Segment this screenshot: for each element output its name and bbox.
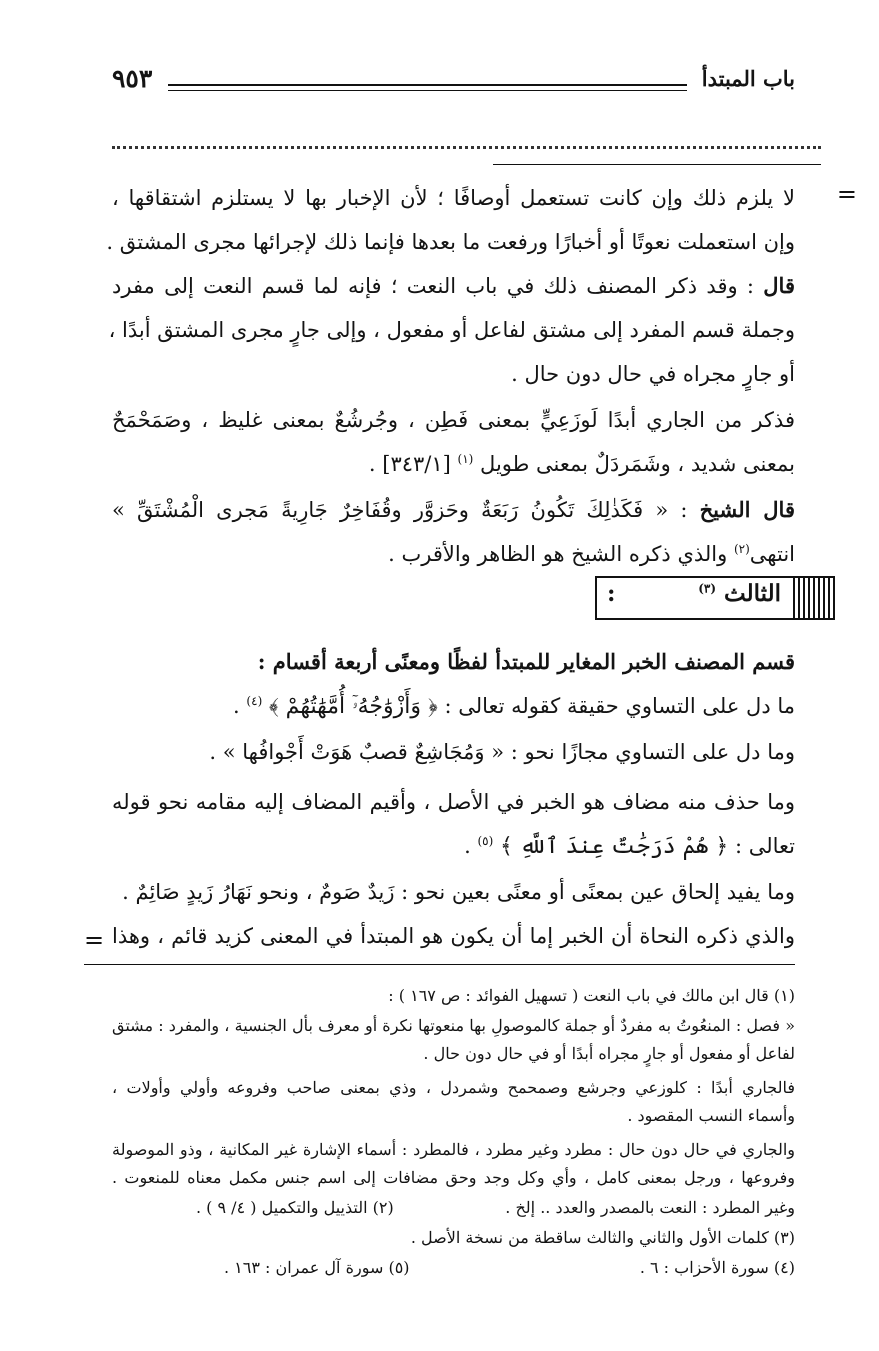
footnote-line: وفروعها ، ورجل بمعنى كامل ، وأي وكل وجد وحق مضافات إلى اسم جنس مكمل معناه للمنعوت .	[112, 1168, 795, 1187]
fadhakar-text: بمعنى شديد ، وشَمَردَلٌ بمعنى طويل	[480, 452, 795, 476]
footnote-line: لفاعل أو مفعول أو جارٍ مجراه أبدًا أو في حال دون حال .	[423, 1044, 795, 1063]
footnote-2: (٢) التذييل والتكميل ( ٤/ ٩ ) .	[196, 1198, 394, 1217]
footnote-4: (٤) سورة الأحزاب : ٦ .	[639, 1258, 795, 1277]
item1-text: ما دل على التساوي حقيقة كقوله تعالى :	[444, 694, 795, 718]
body-line	[112, 488, 795, 532]
footnote-ref-2[interactable]: (٢)	[733, 542, 750, 556]
footnote-1-head: (١) قال ابن مالك في باب النعت ( تسهيل الفوائد : ص ١٦٧ ) :	[388, 986, 795, 1005]
intaha-word: انتهى	[749, 542, 795, 566]
section-ornament	[793, 578, 833, 618]
page-number: ٩٥٣	[112, 64, 153, 93]
quran-verse-2: ﴿ هُمْ دَرَجَٰتٌ عِندَ ٱللَّهِ ﴾	[499, 834, 729, 859]
body-bottom-rule	[84, 964, 795, 965]
body-line	[112, 264, 795, 308]
body-line: وإن استعملت نعوتًا أو أخبارًا ورفعت ما بعدها فإنما ذلك لإجرائها مجرى المشتق .	[106, 230, 795, 254]
top-partial-rule	[493, 164, 821, 165]
period: .	[233, 694, 240, 718]
header-rule-thin	[168, 90, 687, 91]
footnote-ref-1[interactable]: (١)	[457, 452, 474, 466]
body-line: وجملة قسم المفرد إلى مشتق لفاعل أو مفعول ، وإلى جارٍ مجرى المشتق أبدًا ،	[108, 318, 795, 342]
continuation-mark-top: =	[836, 180, 857, 208]
body-line: وما دل على التساوي مجازًا نحو : « وَمُجَاشِعٌ قصبٌ هَوَتْ أَجْوافُها » .	[209, 740, 795, 764]
qal-text: : وقد ذكر المصنف ذلك في باب النعت ؛ فإنه لما قسم النعت إلى مفرد	[112, 274, 754, 298]
quran-verse-1: ﴿ وَأَزْوَٰجُهُۥٓ أُمَّهَٰتُهُمْ ﴾	[268, 694, 438, 719]
header-rule-thick	[168, 84, 687, 86]
section-heading-box	[595, 576, 835, 620]
item3-text: تعالى :	[734, 834, 795, 858]
footnote-line: والجاري في حال دون حال : مطرد وغير مطرد ، فالمطرد : أسماء الإشارة غير المكانية ، وذو الموصولة	[112, 1140, 796, 1159]
dotted-divider	[112, 146, 821, 149]
body-line: لا يلزم ذلك وإن كانت تستعمل أوصافًا ؛ لأن الإخبار بها لا يستلزم اشتقاقها ،	[112, 186, 795, 210]
footnote-ref-5[interactable]: (٥)	[477, 834, 494, 848]
footnote-line: « فصل : المنعُوتُ به مفردٌ أو جملة كالموصولِ بها منعوتها نكرة أو معرف بأل الجنسية ، والمفرد : مشتق	[112, 1016, 795, 1035]
footnote-line: فالجاري أبدًا : كلوزعي وجرشع وصمحمح وشمردل ، وذي بمعنى صاحب وفروعه وأولي وأولات ،	[112, 1078, 795, 1097]
section-title	[698, 580, 781, 607]
body-line	[112, 442, 795, 486]
body-line: وما يفيد إلحاق عين بمعنًى أو معنًى بعين نحو : زَيدٌ صَومٌ ، ونحو نَهَارُ زَيدٍ صَائِمٌ .	[122, 880, 795, 904]
section-title-text: الثالث	[724, 580, 781, 607]
footnote-5: (٥) سورة آل عمران : ١٦٣ .	[224, 1258, 410, 1277]
footnote-ref-3[interactable]: (٣)	[698, 581, 717, 596]
body-line	[112, 824, 795, 868]
footnote-1-last: وغير المطرد : النعت بالمصدر والعدد .. إلخ .	[505, 1198, 795, 1217]
period: .	[464, 834, 471, 858]
body-line: وما حذف منه مضاف هو الخبر في الأصل ، وأقيم المضاف إليه مقامه نحو قوله	[112, 790, 795, 814]
volume-page-ref: [٣٤٣/١] .	[368, 452, 451, 476]
sheikh-label: قال الشيخ	[699, 497, 795, 522]
body-line	[112, 684, 795, 728]
footnote-ref-4[interactable]: (٤)	[246, 694, 263, 708]
chapter-title: باب المبتدأ	[701, 66, 795, 91]
sheikh-quote: : « فَكَذٰلِكَ تَكُونُ رَبَعَةٌ وحَزوَّر وقُفَاخِرٌ جَارِيةً مَجرى الْمُشْتَقِّ »	[112, 498, 688, 522]
intro-line: قسم المصنف الخبر المغاير للمبتدأ لفظًا ومعنًى أربعة أقسام :	[257, 649, 795, 674]
qal-label: قال	[763, 273, 795, 298]
intaha-rest: والذي ذكره الشيخ هو الظاهر والأقرب .	[388, 542, 728, 566]
footnote-3: (٣) كلمات الأول والثاني والثالث ساقطة من نسخة الأصل .	[410, 1228, 795, 1247]
footnote-line: وأسماء النسب المقصود .	[627, 1106, 795, 1125]
body-line: أو جارٍ مجراه في حال دون حال .	[511, 362, 795, 386]
section-colon: :	[607, 580, 616, 607]
body-line	[112, 532, 795, 576]
continuation-mark-bottom: =	[84, 926, 105, 954]
body-line: فذكر من الجاري أبدًا لَوزَعِيٍّ بمعنى فَطِن ، وجُرشُعٌ بمعنى غليظ ، وصَمَحْمَحٌ	[112, 408, 795, 432]
body-line: والذي ذكره النحاة أن الخبر إما أن يكون هو المبتدأ في المعنى كزيد قائم ، وهذا	[112, 924, 795, 948]
